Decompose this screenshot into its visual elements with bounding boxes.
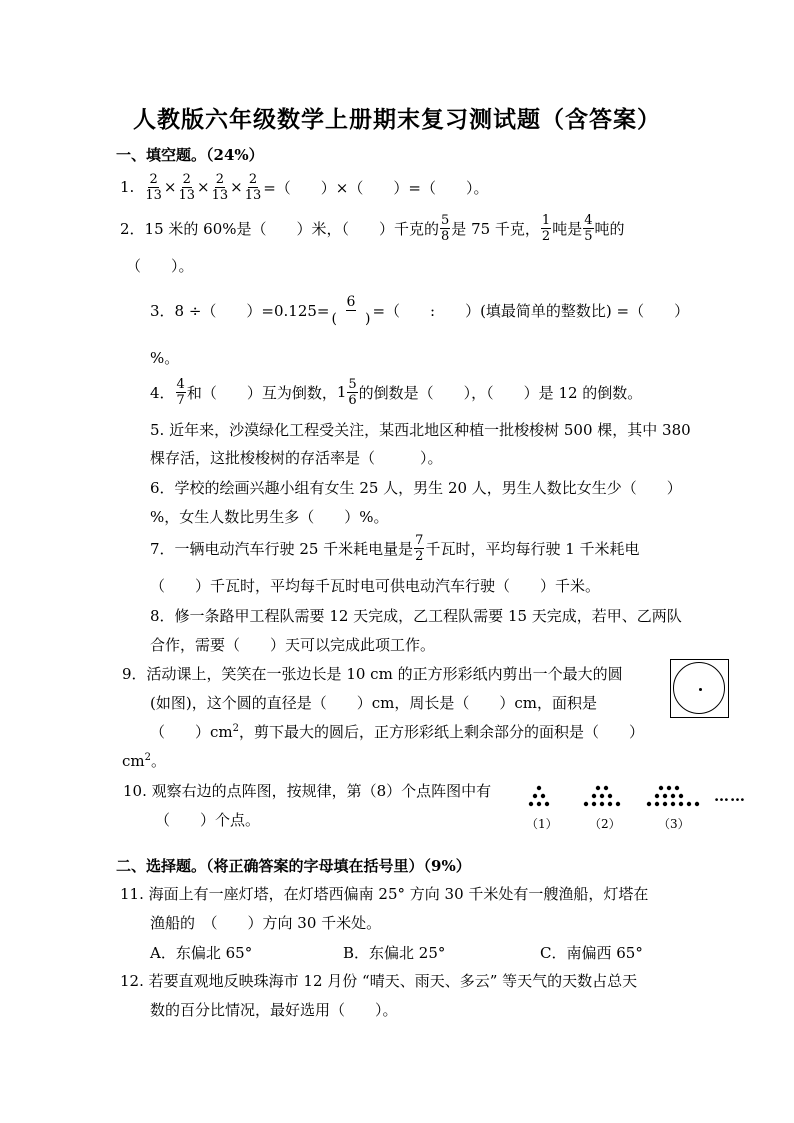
question-text: 吨的 bbox=[594, 219, 625, 238]
dot-pattern-2 bbox=[584, 786, 620, 806]
question-11-line-2: 渔船的 （ ）方向 30 千米处。 bbox=[150, 914, 382, 932]
times-sign: × bbox=[230, 178, 243, 196]
question-text: 和（ ）互为倒数， bbox=[186, 383, 337, 402]
question-text: =（ ）×（ ）=（ ）。 bbox=[263, 178, 489, 197]
ellipsis: …… bbox=[714, 787, 746, 805]
dot-pattern-label-1: （1） bbox=[526, 817, 558, 831]
question-text: 近年来，沙漠绿化工程受关注，某西北地区种植一批梭梭树 500 棵，其中 380 bbox=[169, 421, 691, 439]
question-2 bbox=[120, 208, 625, 248]
fraction: $\frac{5}{8}$ bbox=[441, 212, 450, 244]
question-12-line-2: 数的百分比情况，最好选用（ ）。 bbox=[150, 1001, 398, 1019]
dot-pattern-label-3: （3） bbox=[658, 817, 690, 831]
question-text: 海面上有一座灯塔，在灯塔西偏南 25° 方向 30 千米处有一艘渔船，灯塔在 bbox=[148, 885, 649, 903]
question-text: =（ : ）(填最简单的整数比) =（ ） bbox=[372, 301, 690, 320]
question-8 bbox=[150, 605, 682, 626]
question-text: 学校的绘画兴趣小组有女生 25 人，男生 20 人，男生人数比女生少（ ） bbox=[174, 479, 682, 497]
square-with-circle-figure bbox=[670, 659, 729, 718]
times-sign: × bbox=[196, 178, 210, 196]
dot-pattern-3 bbox=[647, 786, 699, 806]
question-number: 4． bbox=[150, 383, 175, 402]
question-number: 7． bbox=[150, 539, 175, 558]
times-sign: × bbox=[163, 178, 177, 196]
question-9-line-3: （ ）$cm^2$，剪下最大的圆后，正方形彩纸上剩余部分的面积是（ ） bbox=[150, 723, 645, 741]
question-text: 15 米的 60%是（ ）米，（ ）千克的 bbox=[144, 219, 440, 238]
question-number: 3． bbox=[150, 301, 175, 320]
question-9-line-4: $cm^2$。 bbox=[122, 752, 167, 770]
question-10-line-2: （ ）个点。 bbox=[155, 811, 261, 829]
question-6-line-2: %，女生人数比男生多（ ）%。 bbox=[150, 508, 389, 526]
question-number: 11. bbox=[120, 885, 144, 903]
question-10 bbox=[123, 780, 491, 801]
question-text: 吨是 bbox=[552, 219, 583, 238]
question-number: 1. bbox=[120, 178, 135, 196]
fraction: $\frac{2}{13}$ bbox=[211, 171, 229, 203]
question-2-line-2: （ ）。 bbox=[126, 257, 194, 275]
fraction: $\frac{4}{7}$ bbox=[176, 376, 185, 408]
question-text: 若要直观地反映珠海市 12 月份 “晴天、雨天、多云” 等天气的天数占总天 bbox=[148, 972, 638, 990]
option-c: C．南偏西 65° bbox=[540, 944, 643, 962]
dot-pattern-label-2: （2） bbox=[589, 817, 621, 831]
dot-pattern-figure bbox=[520, 780, 710, 812]
question-12 bbox=[120, 970, 637, 991]
question-5-line-2: 棵存活，这批梭梭树的存活率是（ ）。 bbox=[150, 449, 443, 467]
fraction: $\frac{7}{2}$ bbox=[415, 532, 424, 564]
question-text: 千瓦时，平均每行驶 1 千米耗电 bbox=[425, 539, 640, 558]
question-3-line-2: %。 bbox=[150, 349, 180, 367]
question-number: 8． bbox=[150, 607, 175, 625]
question-8-line-2: 合作，需要（ ）天可以完成此项工作。 bbox=[150, 636, 436, 654]
question-text: 修一条路甲工程队需要 12 天完成，乙工程队需要 15 天完成，若甲、乙两队 bbox=[174, 607, 682, 625]
question-number: 5. bbox=[150, 421, 165, 439]
fraction: $\frac{1}{2}$ bbox=[541, 212, 551, 244]
question-3 bbox=[150, 290, 689, 330]
question-number: 2． bbox=[120, 219, 145, 238]
question-text: 的倒数是（ ），（ ）是 12 的倒数。 bbox=[358, 383, 643, 402]
question-11 bbox=[120, 883, 648, 904]
question-number: 9． bbox=[122, 665, 147, 683]
option-a: A．东偏北 65° bbox=[150, 944, 253, 962]
question-text: 8 ÷（ ）=0.125= bbox=[174, 301, 330, 320]
question-6 bbox=[150, 477, 682, 498]
fraction: $\frac{4}{5}$ bbox=[584, 212, 593, 244]
fraction: $\frac{2}{13}$ bbox=[178, 171, 195, 203]
dot-pattern-1 bbox=[529, 786, 549, 806]
circle-center-dot bbox=[699, 688, 702, 691]
question-7-line-2: （ ）千瓦时，平均每千瓦时电可供电动汽车行驶（ ）千米。 bbox=[150, 577, 601, 595]
page-title: 人教版六年级数学上册期末复习测试题（含答案） bbox=[133, 106, 661, 133]
question-5 bbox=[150, 419, 691, 440]
fraction: $\frac{2}{13}$ bbox=[145, 171, 162, 203]
section-heading-multiple-choice: 二、选择题。（将正确答案的字母填在括号里）（9%） bbox=[116, 857, 471, 875]
question-number: 6． bbox=[150, 479, 175, 497]
fraction: $\frac{2}{13}$ bbox=[244, 171, 262, 203]
question-4 bbox=[150, 372, 642, 412]
question-number: 12. bbox=[120, 972, 144, 990]
question-9 bbox=[122, 663, 623, 684]
fraction: $\frac{6}{( )}$ bbox=[331, 293, 371, 327]
question-text: 是 75 千克， bbox=[451, 219, 540, 238]
option-b: B．东偏北 25° bbox=[343, 944, 446, 962]
section-heading-fill-in: 一、填空题。（24%） bbox=[116, 146, 264, 164]
mixed-number: 1 $\frac{5}{6}$ bbox=[336, 376, 357, 408]
question-1 bbox=[120, 168, 488, 206]
question-number: 10. bbox=[123, 782, 147, 800]
question-7 bbox=[150, 528, 640, 568]
question-text: 一辆电动汽车行驶 25 千米耗电量是 bbox=[174, 539, 414, 558]
question-9-line-2: (如图)，这个圆的直径是（ ）cm，周长是（ ）cm，面积是 bbox=[150, 694, 597, 712]
question-text: 观察右边的点阵图，按规律，第（8）个点阵图中有 bbox=[151, 782, 492, 800]
question-text: 活动课上，笑笑在一张边长是 10 cm 的正方形彩纸内剪出一个最大的圆 bbox=[146, 665, 623, 683]
